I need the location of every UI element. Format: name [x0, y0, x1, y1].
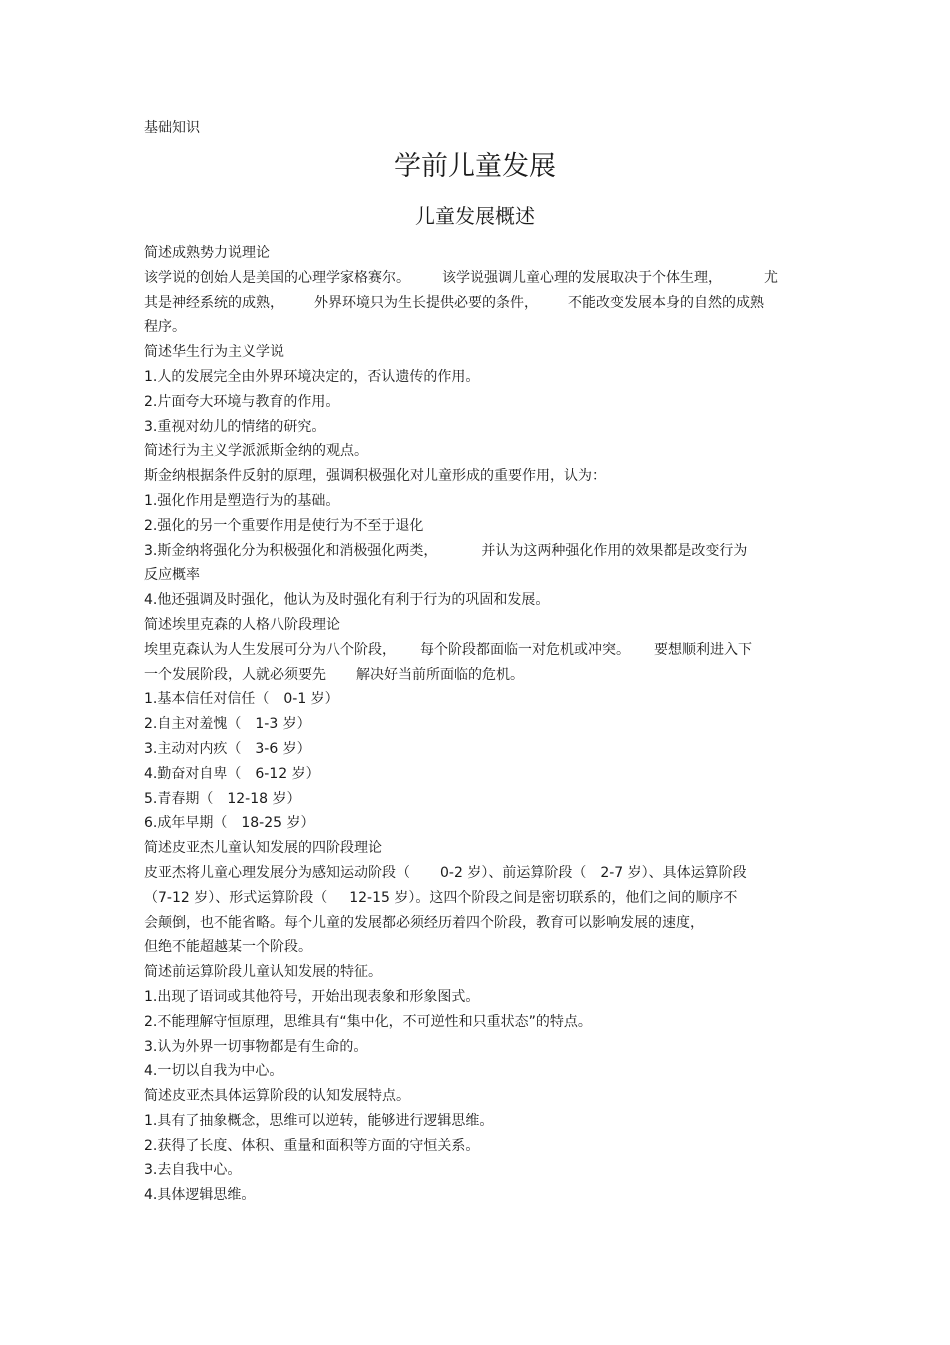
list-item: 2.片面夸大环境与教育的作用。: [144, 393, 340, 410]
list-item: 3.重视对幼儿的情绪的研究。: [144, 418, 326, 435]
text-span: 4.勤奋对自卑（: [144, 765, 242, 782]
text-span: 12-18 岁）: [227, 790, 301, 807]
list-item: [144, 712, 810, 737]
text-span: 1.基本信任对信任（: [144, 691, 270, 708]
section-heading: 简述前运算阶段儿童认知发展的特征。: [144, 964, 382, 981]
section-heading: 简述皮亚杰具体运算阶段的认知发展特点。: [144, 1088, 410, 1105]
list-item: 2.获得了长度、体积、重量和面积等方面的守恒关系。: [144, 1137, 480, 1154]
text-span: 每个阶段都面临一对危机或冲突。: [420, 641, 630, 658]
section-heading: 简述行为主义学派派斯金纳的观点。: [144, 443, 368, 460]
list-item: [144, 787, 810, 812]
list-item: [144, 539, 810, 564]
text-span: 0-2 岁）、前运算阶段（: [440, 864, 587, 881]
page-header: 基础知识: [144, 120, 200, 136]
list-item: 3.认为外界一切事物都是有生命的。: [144, 1038, 368, 1055]
list-item: 4.具体逻辑思维。: [144, 1187, 256, 1204]
text-span: 2-7 岁）、具体运算阶段: [600, 864, 747, 881]
section-heading: 简述华生行为主义学说: [144, 344, 284, 361]
text-span: 2.自主对羞愧（: [144, 716, 242, 733]
text-span: 5.青春期（: [144, 790, 214, 807]
text-span: 其是神经系统的成熟，: [144, 294, 284, 311]
list-item: [144, 811, 810, 836]
paragraph-line: [144, 861, 810, 886]
list-item: 1.人的发展完全由外界环境决定的，否认遗传的作用。: [144, 368, 480, 385]
list-item: 3.去自我中心。: [144, 1162, 242, 1179]
text-span: 6.成年早期（: [144, 815, 228, 832]
paragraph-line: [144, 638, 810, 663]
text-span: 外界环境只为生长提供必要的条件，: [314, 294, 538, 311]
section-heading: 简述埃里克森的人格八阶段理论: [144, 616, 340, 633]
list-item: 1.具有了抽象概念，思维可以逆转，能够进行逻辑思维。: [144, 1112, 494, 1129]
section-heading: 简述成熟势力说理论: [144, 245, 270, 261]
list-item: 1.出现了语词或其他符号，开始出现表象和形象图式。: [144, 988, 480, 1005]
paragraph-line: [144, 291, 810, 316]
text-span: 解决好当前所面临的危机。: [356, 666, 524, 683]
text-span: 18-25 岁）: [241, 815, 315, 832]
text-span: 12-15 岁）。这四个阶段之间是密切联系的，他们之间的顺序不: [349, 889, 738, 906]
page-title: 学前儿童发展: [394, 151, 556, 182]
paragraph-line: [144, 266, 810, 291]
text-span: 皮亚杰将儿童心理发展分为感知运动阶段（: [144, 864, 410, 881]
text-span: 埃里克森认为人生发展可分为八个阶段，: [144, 641, 396, 658]
paragraph-line: [144, 886, 810, 911]
list-item: [144, 737, 810, 762]
list-item: 1.强化作用是塑造行为的基础。: [144, 492, 340, 509]
text-span: 一个发展阶段，人就必须要先: [144, 666, 326, 683]
section-heading: 简述皮亚杰儿童认知发展的四阶段理论: [144, 840, 382, 857]
text-span: 该学说强调儿童心理的发展取决于个体生理，: [442, 269, 722, 286]
list-item: 4.一切以自我为中心。: [144, 1063, 284, 1080]
list-item: 2.强化的另一个重要作用是使行为不至于退化: [144, 517, 424, 534]
paragraph-line: 但绝不能超越某一个阶段。: [144, 939, 312, 956]
paragraph-line: [144, 663, 810, 688]
text-span: （7-12 岁）、形式运算阶段（: [144, 889, 328, 906]
text-span: 不能改变发展本身的自然的成熟: [568, 294, 764, 311]
paragraph-line: 会颠倒，也不能省略。每个儿童的发展都必须经历着四个阶段，教育可以影响发展的速度，: [144, 914, 704, 931]
text-span: 尤: [764, 269, 778, 286]
paragraph-line: 程序。: [144, 319, 186, 336]
text-span: 6-12 岁）: [255, 765, 320, 782]
list-item: [144, 762, 810, 787]
text-span: 3-6 岁）: [255, 740, 311, 757]
list-item: [144, 687, 810, 712]
paragraph-line: 斯金纳根据条件反射的原理，强调积极强化对儿童形成的重要作用，认为：: [144, 468, 606, 485]
text-span: 该学说的创始人是美国的心理学家格赛尔。: [144, 269, 410, 286]
list-item: 2.不能理解守恒原理，思维具有“集中化，不可逆性和只重状态”的特点。: [144, 1013, 592, 1030]
section-title: 儿童发展概述: [415, 204, 535, 228]
text-span: 要想顺利进入下: [654, 641, 752, 658]
list-item: 4.他还强调及时强化，他认为及时强化有利于行为的巩固和发展。: [144, 592, 550, 609]
document-body: [144, 241, 810, 1208]
text-span: 并认为这两种强化作用的效果都是改变行为: [481, 542, 748, 559]
text-span: 1-3 岁）: [255, 716, 311, 733]
list-item-continuation: 反应概率: [144, 567, 200, 584]
text-span: 0-1 岁）: [283, 691, 339, 708]
text-span: 3.斯金纳将强化分为积极强化和消极强化两类，: [144, 542, 438, 559]
text-span: 3.主动对内疚（: [144, 740, 242, 757]
